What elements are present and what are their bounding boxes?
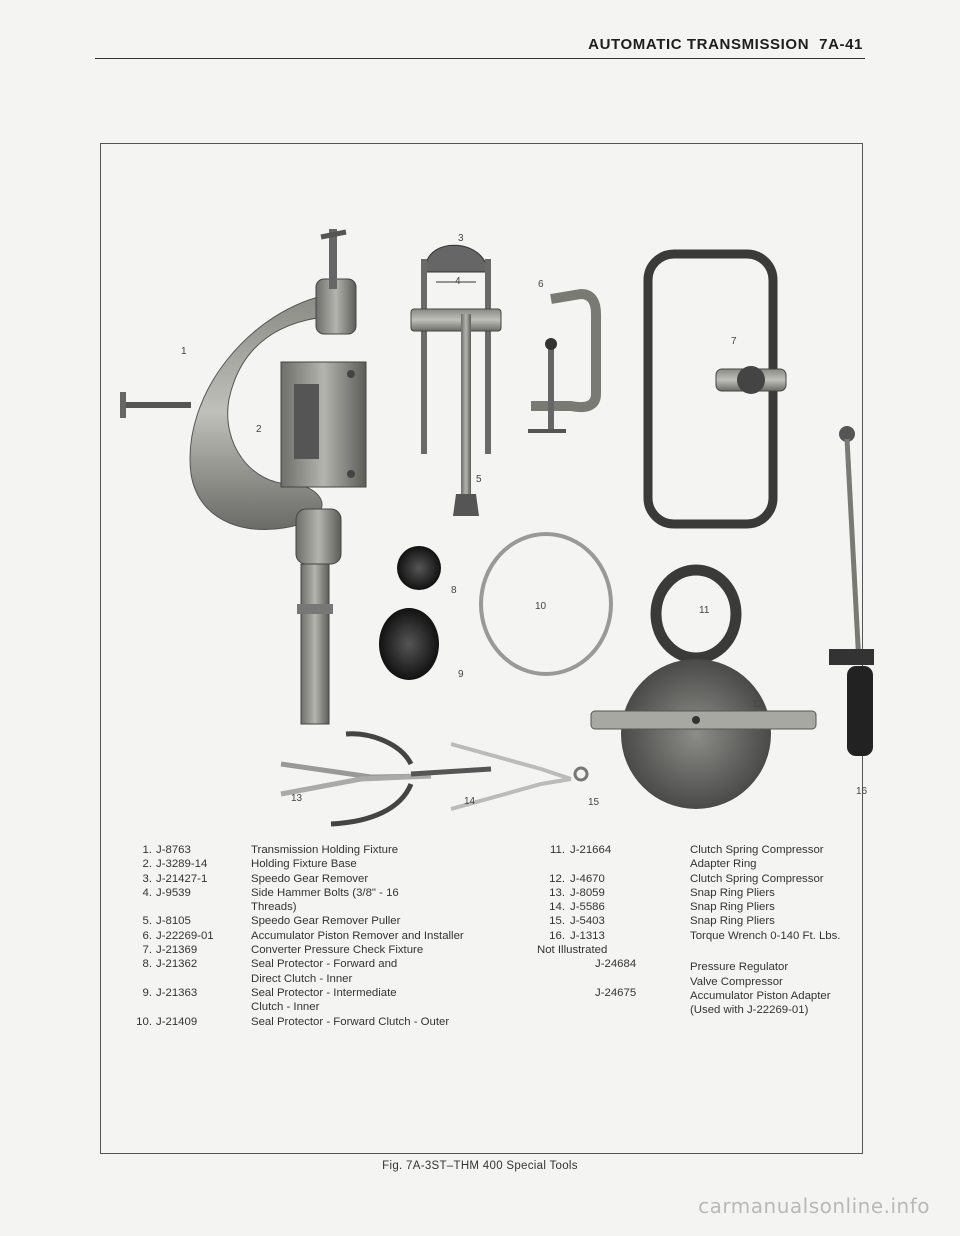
- legend-desc: Clutch Spring Compressor: [690, 844, 824, 856]
- legend-desc: Adapter Ring: [690, 858, 757, 871]
- legend-row: [130, 957, 530, 971]
- callout-3: 3: [458, 233, 464, 244]
- legend-part: J-24684: [595, 958, 637, 971]
- legend-desc: Seal Protector - Forward and: [251, 958, 398, 971]
- legend-row: [537, 957, 877, 974]
- legend-num: 11.: [550, 844, 565, 856]
- callout-1: 1: [181, 346, 187, 357]
- legend-desc: Snap Ring Pliers: [690, 901, 775, 914]
- legend-part: J-5586: [570, 901, 605, 914]
- callout-13: 13: [291, 793, 303, 804]
- watermark-text: carmanualsonline.info: [698, 1194, 930, 1218]
- legend-row: [130, 872, 530, 886]
- clutch-spring-compressor-tool: [591, 659, 816, 809]
- legend-row: [130, 943, 530, 957]
- legend-desc: Side Hammer Bolts (3/8" - 16: [251, 886, 399, 899]
- legend-desc: Transmission Holding Fixture: [251, 844, 399, 856]
- page-number: 7A-41: [819, 36, 863, 53]
- callout-8: 8: [451, 585, 457, 596]
- legend-row: [130, 986, 530, 1000]
- page-header: [95, 34, 865, 59]
- legend-num: 14.: [549, 901, 565, 914]
- legend-row: [537, 972, 877, 986]
- legend-part: J-21362: [156, 958, 198, 971]
- legend-row: [537, 1000, 877, 1017]
- holding-fixture-base-tool: [281, 362, 366, 487]
- converter-pressure-fixture-tool: [648, 254, 786, 524]
- seal-protector-tools: [379, 546, 441, 680]
- legend-num: 4.: [142, 886, 152, 899]
- legend-row: [537, 914, 877, 928]
- legend-row: [130, 1015, 530, 1029]
- legend-row: [537, 886, 877, 900]
- callout-7: 7: [731, 336, 737, 347]
- legend-not-illustrated: Not Illustrated: [537, 944, 608, 957]
- legend-num: 2.: [142, 858, 152, 871]
- legend-desc: Torque Wrench 0-140 Ft. Lbs.: [690, 929, 841, 942]
- legend-desc: Clutch - Inner: [251, 1001, 320, 1014]
- header-text: [588, 36, 863, 53]
- legend-num: 16.: [549, 929, 565, 942]
- legend-desc: Snap Ring Pliers: [690, 886, 775, 899]
- torque-wrench-tool: [829, 426, 874, 756]
- legend-part: J-24675: [595, 986, 637, 999]
- legend-desc: Accumulator Piston Remover and Installer: [251, 929, 464, 942]
- legend-row: [130, 843, 530, 857]
- callout-9: 9: [458, 669, 464, 680]
- legend-row: [130, 914, 530, 928]
- legend-left: [130, 843, 530, 1029]
- callout-12: 12: [752, 699, 764, 710]
- legend-right: [537, 843, 877, 1015]
- callout-15: 15: [588, 797, 600, 808]
- callout-16: 16: [856, 786, 868, 797]
- callout-10: 10: [535, 601, 547, 612]
- adapter-ring-tool: [656, 570, 736, 658]
- legend-row: [537, 900, 877, 914]
- legend-desc: Seal Protector - Intermediate: [251, 986, 397, 999]
- snap-ring-pliers-tools: [281, 734, 587, 824]
- legend-desc: Holding Fixture Base: [251, 858, 357, 871]
- legend-desc: (Used with J-22269-01): [690, 1004, 809, 1017]
- legend-row: [537, 943, 877, 957]
- callout-2: 2: [256, 424, 262, 435]
- legend-part: J-3289-14: [156, 858, 208, 871]
- legend-part: J-8105: [156, 915, 191, 928]
- legend-part: J-1313: [570, 929, 605, 942]
- legend-num: 10.: [136, 1015, 152, 1028]
- legend-num: 15.: [549, 915, 565, 928]
- legend-num: 13.: [549, 886, 565, 899]
- legend-row: [537, 857, 877, 871]
- legend-desc: Valve Compressor: [690, 975, 783, 988]
- callout-11: 11: [699, 605, 710, 616]
- legend-num: 5.: [142, 915, 152, 928]
- legend-row: [130, 900, 530, 914]
- legend-desc: Pressure Regulator: [690, 961, 789, 974]
- legend-part: J-9539: [156, 886, 191, 899]
- legend-desc: Accumulator Piston Adapter: [690, 989, 831, 1002]
- tools-photo: [101, 144, 868, 844]
- legend-part: J-21427-1: [156, 872, 208, 885]
- callout-6: 6: [538, 279, 544, 290]
- legend-part: J-5403: [570, 915, 605, 928]
- legend-num: 12.: [549, 872, 565, 885]
- legend-row: [537, 872, 877, 886]
- section-title: AUTOMATIC TRANSMISSION: [588, 36, 810, 53]
- legend-row: [130, 886, 530, 900]
- legend-row: [130, 929, 530, 943]
- legend-row: [537, 843, 877, 857]
- legend-part: J-21369: [156, 944, 198, 957]
- legend-num: 7.: [142, 944, 152, 957]
- legend-row: [130, 972, 530, 986]
- legend-desc: Speedo Gear Remover Puller: [251, 915, 401, 928]
- legend-part: J-21664: [570, 844, 612, 856]
- legend-row: [537, 929, 877, 943]
- legend-desc: Snap Ring Pliers: [690, 915, 775, 928]
- legend-row: [537, 986, 877, 1000]
- legend-part: J-21363: [156, 986, 198, 999]
- legend-desc: Clutch Spring Compressor: [690, 872, 824, 885]
- callout-4: 4: [455, 276, 461, 287]
- legend-desc: Direct Clutch - Inner: [251, 972, 353, 985]
- legend-part: J-8763: [156, 844, 191, 856]
- callout-5: 5: [476, 474, 482, 485]
- legend-desc: Converter Pressure Check Fixture: [251, 944, 424, 957]
- legend-part: J-22269-01: [156, 929, 214, 942]
- legend-part: J-4670: [570, 872, 605, 885]
- legend-num: 8.: [142, 958, 152, 971]
- legend-part: J-8059: [570, 886, 605, 899]
- legend-num: 3.: [142, 872, 152, 885]
- legend-num: 9.: [142, 986, 152, 999]
- accumulator-piston-remover-tool: [528, 294, 596, 433]
- legend-desc: Speedo Gear Remover: [251, 872, 369, 885]
- legend-part: J-21409: [156, 1015, 198, 1028]
- legend-row: [130, 857, 530, 871]
- legend-num: 6.: [142, 929, 152, 942]
- legend-row: [130, 1000, 530, 1014]
- figure-caption: Fig. 7A-3ST–THM 400 Special Tools: [382, 1160, 578, 1172]
- legend-desc: Threads): [251, 901, 297, 914]
- callout-14: 14: [464, 796, 476, 807]
- legend-num: 1.: [142, 844, 152, 856]
- legend-desc: Seal Protector - Forward Clutch - Outer: [251, 1015, 450, 1028]
